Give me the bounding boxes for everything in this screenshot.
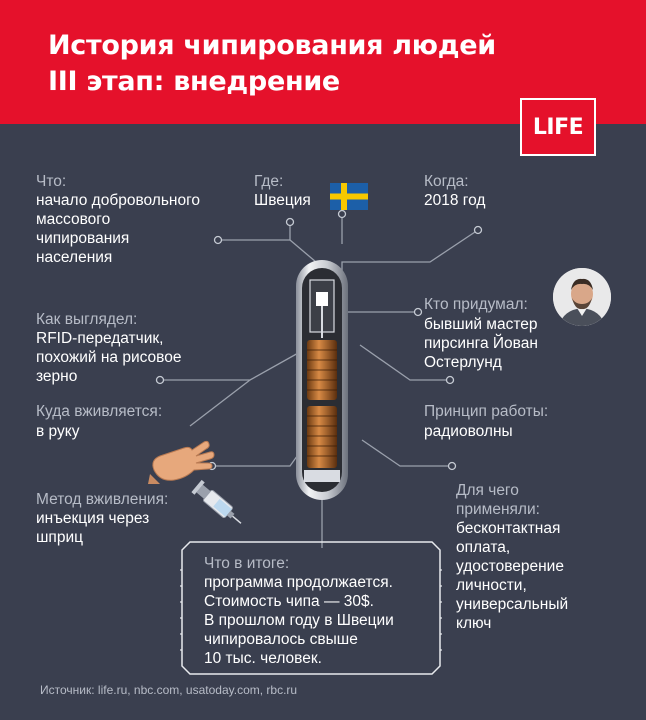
summary-line-1: программа продолжается. (204, 574, 393, 591)
usage-line-5: универсальный (456, 596, 569, 613)
usage-label-line-2: применяли: (456, 501, 540, 518)
usage-line-3: удостоверение (456, 558, 564, 575)
summary-line-2: Стоимость чипа — 30$. (204, 593, 374, 610)
method-line-1: инъекция через (36, 510, 150, 527)
what-line-2: массового (36, 211, 111, 228)
implant-place-value: в руку (36, 423, 80, 440)
implant-place-label: Куда вживляется: (36, 403, 163, 420)
principle-label: Принцип работы: (424, 403, 549, 420)
life-logo: LIFE (520, 98, 596, 156)
summary-line-4: чипировалось свыше (204, 631, 358, 648)
usage-line-6: ключ (456, 615, 492, 632)
when-value: 2018 год (424, 192, 486, 209)
inventor-line-2: пирсинга Йован (424, 335, 538, 352)
usage-label (456, 481, 540, 519)
rfid-chip-illustration (290, 258, 354, 504)
title-line-1: История чипирования людей (48, 30, 496, 61)
what-label: Что: (36, 173, 67, 190)
principle-value: радиоволны (424, 423, 513, 440)
what-line-3: чипирования (36, 230, 130, 247)
usage-line-4: личности, (456, 577, 527, 594)
sweden-flag-icon (330, 183, 368, 210)
inventor-line-1: бывший мастер (424, 316, 538, 333)
method-line-2: шприц (36, 529, 83, 546)
source-note: Источник: life.ru, nbc.com, usatoday.com, rbc.ru (40, 683, 298, 697)
summary-label: Что в итоге: (204, 555, 290, 572)
look-line-3: зерно (36, 368, 78, 385)
look-value (36, 329, 181, 386)
look-label: Как выглядел: (36, 311, 138, 328)
inventor-value (424, 315, 538, 372)
summary-line-3: В прошлом году в Швеции (204, 612, 394, 629)
usage-line-1: бесконтактная (456, 520, 561, 537)
where-label: Где: (254, 173, 284, 190)
look-line-2: похожий на рисовое (36, 349, 182, 366)
where-value: Швеция (254, 192, 311, 209)
what-line-4: населения (36, 249, 113, 266)
inventor-avatar (553, 268, 611, 326)
when-label: Когда: (424, 173, 469, 190)
summary-value (204, 573, 394, 668)
method-label: Метод вживления: (36, 491, 169, 508)
title-line-2: III этап: внедрение (48, 66, 340, 97)
what-value (36, 191, 200, 267)
look-line-1: RFID-передатчик, (36, 330, 164, 347)
summary-line-5: 10 тыс. человек. (204, 650, 322, 667)
usage-line-2: оплата, (456, 539, 511, 556)
usage-label-line-1: Для чего (456, 482, 519, 499)
usage-value (456, 519, 568, 633)
inventor-line-3: Остерлунд (424, 354, 502, 371)
inventor-label: Кто придумал: (424, 296, 528, 313)
what-line-1: начало добровольного (36, 192, 201, 209)
syringe-icon (190, 478, 246, 530)
method-value (36, 509, 149, 547)
